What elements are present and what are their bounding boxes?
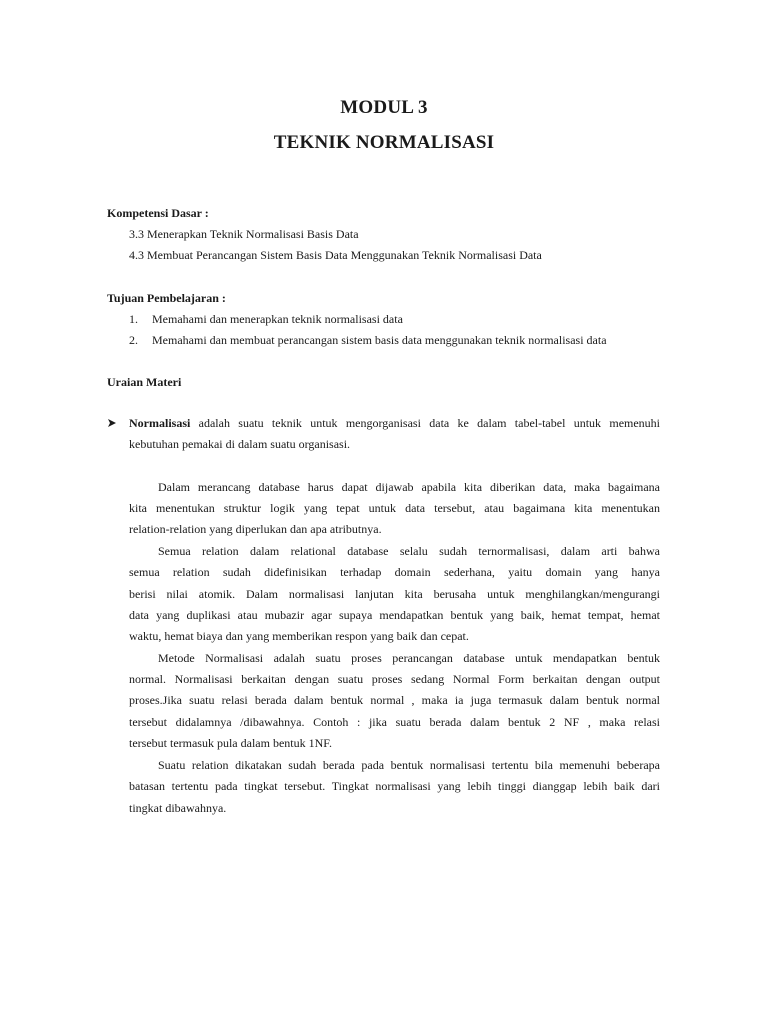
kompetensi-heading: Kompetensi Dasar : [107, 206, 209, 220]
para3-line-1: Metode Normalisasi adalah suatu proses perancangan database untuk mendapatkan bentuk [158, 651, 660, 665]
para4-line-2: batasan tertentu pada tingkat tersebut. Tingkat normalisasi yang lebih tinggi dianggap lebih baik dari [129, 779, 660, 793]
arrowhead-bullet-icon [107, 417, 117, 433]
module-title: MODUL 3 [340, 97, 428, 118]
para1-line-1: Dalam merancang database harus dapat dijawab apabila kita diberikan data, maka bagaimana [158, 480, 660, 494]
para1-line-2: kita menentukan struktur logik yang tepat untuk data tersebut, atau bagaimana kita menentukan [129, 501, 660, 515]
para3-line-2: normal. Normalisasi berkaitan dengan suatu proses sedang Normal Form berkaitan dengan output [129, 672, 660, 686]
para2-line-2: semua relation sudah didefinisikan terhadap domain sederhana, yaitu domain yang hanya [129, 565, 660, 579]
kompetensi-item-2: 4.3 Membuat Perancangan Sistem Basis Data Menggunakan Teknik Normalisasi Data [129, 248, 542, 262]
tujuan-number-2: 2. [129, 333, 138, 347]
bullet-term: Normalisasi [129, 416, 191, 430]
tujuan-heading: Tujuan Pembelajaran : [107, 291, 226, 305]
para2-line-5: waktu, hemat biaya dan yang memberikan respon yang baik dan cepat. [129, 629, 469, 643]
para4-line-3: tingkat dibawahnya. [129, 801, 227, 815]
para2-line-1: Semua relation dalam relational database selalu sudah ternormalisasi, dalam arti bahwa [158, 544, 660, 558]
para3-line-4: tersebut didalamnya /dibawahnya. Contoh : jika suatu berada dalam bentuk 2 NF , maka relasi [129, 715, 660, 729]
uraian-heading: Uraian Materi [107, 375, 182, 389]
bullet-line-1-text: adalah suatu teknik untuk mengorganisasi data ke dalam tabel-tabel untuk memenuhi [198, 416, 661, 430]
tujuan-item-1: Memahami dan menerapkan teknik normalisasi data [152, 312, 403, 326]
para4-line-1: Suatu relation dikatakan sudah berada pada bentuk normalisasi tertentu bila memenuhi beberapa [158, 758, 660, 772]
kompetensi-item-1: 3.3 Menerapkan Teknik Normalisasi Basis Data [129, 227, 359, 241]
bullet-line-2: kebutuhan pemakai di dalam suatu organisasi. [129, 437, 351, 451]
para2-line-4: data yang duplikasi atau mubazir agar supaya mendapatkan bentuk yang baik, hemat tempat, hemat [129, 608, 660, 622]
para2-line-3: berisi nilai atomik. Dalam normalisasi lanjutan kita berusaha untuk menghilangkan/mengurangi [129, 587, 660, 601]
para3-line-5: tersebut termasuk pula dalam bentuk 1NF. [129, 736, 332, 750]
tujuan-item-2: Memahami dan membuat perancangan sistem basis data menggunakan teknik normalisasi data [152, 333, 607, 347]
para1-line-3: relation-relation yang diperlukan dan apa atributnya. [129, 522, 382, 536]
bullet-line-1 [129, 415, 660, 431]
para3-line-3: proses.Jika suatu relasi berada dalam bentuk normal , maka ia juga termasuk dalam bentuk normal [129, 693, 660, 707]
topic-title: TEKNIK NORMALISASI [273, 132, 495, 153]
tujuan-number-1: 1. [129, 312, 138, 326]
